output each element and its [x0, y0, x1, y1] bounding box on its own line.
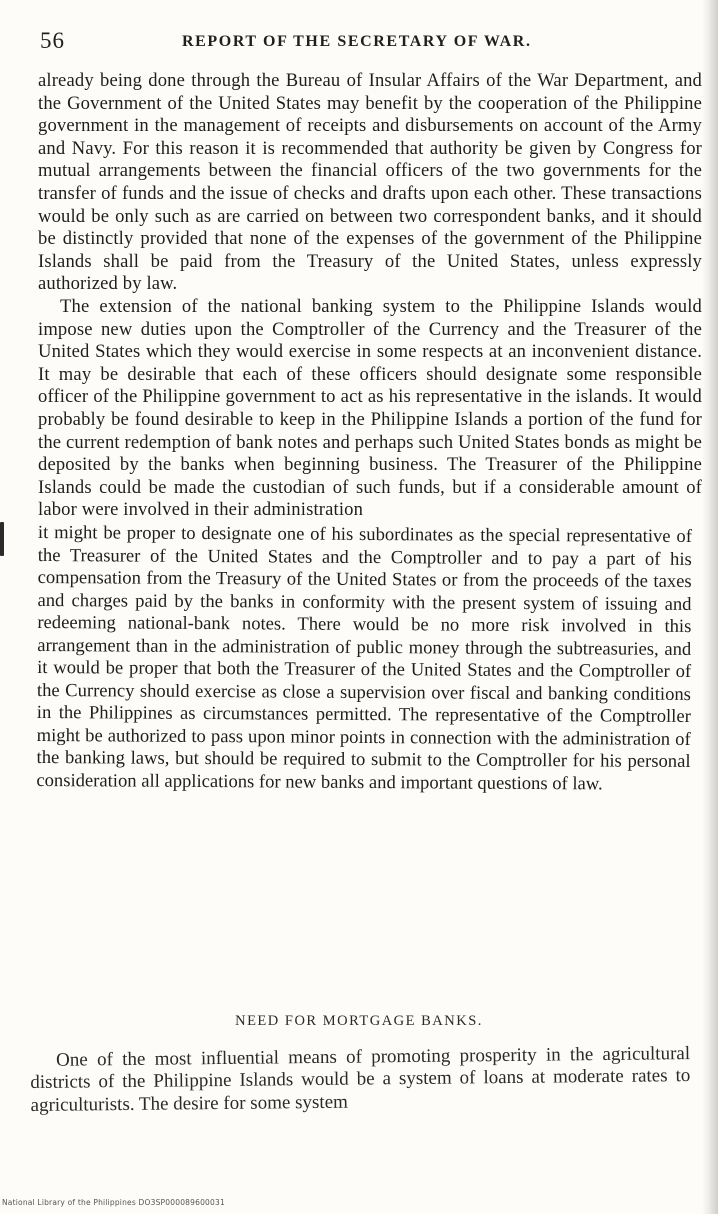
page-number: 56	[40, 28, 65, 53]
paragraph-1: already being done through the Bureau of Insular Affairs of the War Department, and the Government of the United States may benefit by the cooperation of the Philippine government in the management of receipts and disbursements on account of the Army and Navy. For this reason it is recommended that authority be given by Congress for mutual arrangements between the financial officers of the two governments for the transfer of funds and the issue of checks and drafts upon each other. These transactions would be only such as are carried on between two correspondent banks, and it should be distinctly provided that none of the expenses of the government of the Philippine Islands shall be paid from the Treasury of the United States, unless expressly authorized by law.	[38, 70, 702, 295]
section-heading: NEED FOR MORTGAGE BANKS.	[235, 1013, 483, 1029]
page-edge-shadow	[702, 0, 718, 1214]
paragraph-3: One of the most influential means of promoting prosperity in the agricultural districts of the Philippine Islands would be a system of loans at moderate rates to agriculturists. The desire for some system	[30, 1043, 691, 1116]
running-head: REPORT OF THE SECRETARY OF WAR.	[182, 33, 532, 50]
library-footer: National Library of the Philippines DO3SP000089600031	[2, 1198, 225, 1207]
paragraph-2-part-2: it might be proper to designate one of his subordinates as the special representative of the Treasurer of the United States and the Comptroller and to pay a part of his compensation from the Treasury of the United States or from the proceeds of the taxes and charges paid by the banks in conformity with the present system of issuing and redeeming national-bank notes. There would be no more risk involved in this arrangement than in the administration of public money through the subtreasuries, and it would be proper that both the Treasurer of the United States and the Comptroller of the Currency should exercise as close a supervision over fiscal and banking conditions in the Philippines as circumstances permitted. The representative of the Comptroller might be authorized to pass upon minor points in connection with the administration of the banking laws, but should be required to submit to the Comptroller for his personal consideration all applications for new banks and important questions of law.	[36, 521, 692, 794]
page-header	[40, 28, 690, 54]
page-body	[38, 70, 702, 792]
binding-mark	[0, 522, 4, 556]
paragraph-2-part-1: The extension of the national banking system to the Philippine Islands would impose new duties upon the Comptroller of the Currency and the Treasurer of the United States which they would exercise in some respects at an inconvenient distance. It may be desirable that each of these officers should designate some responsible officer of the Philippine government to act as his representative in the islands. It would probably be found desirable to keep in the Philippine Islands a portion of the fund for the current redemption of bank notes and perhaps such United States bonds as might be deposited by the banks when beginning business. The Treasurer of the Philippine Islands could be made the custodian of such funds, but if a considerable amount of labor were involved in their administration	[38, 295, 702, 521]
